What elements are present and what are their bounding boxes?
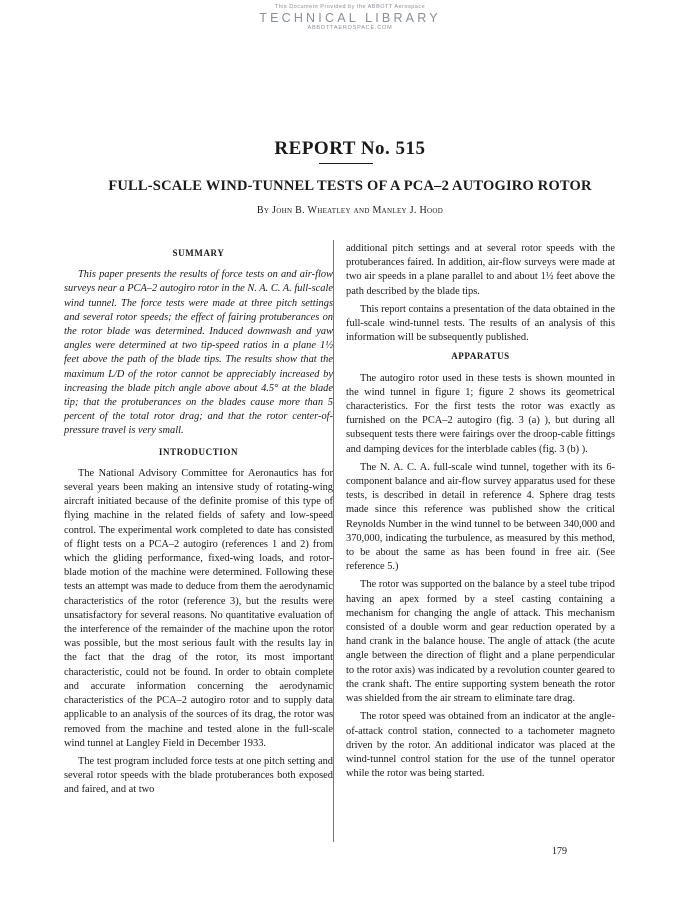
apparatus-paragraph-4: The rotor speed was obtained from an indicator at the angle-of-attack control station, connected to a tachometer magneto driven by the rotor. An additional indicator was placed at the wind-tunnel control station for the use of the tunnel operator while the rotor was being started. [346,711,615,780]
summary-text: This paper presents the results of force tests on and air-flow surveys near a PCA–2 autogiro rotor in the N. A. C. A. full-scale wind tunnel. The force tests were made at three pitch settings and several rotor speeds; the effect of fairing protuberances on the rotor blade was determined. Induced downwash and yaw angles were determined at two tip-speed ratios in a plane 1½ feet above the path of the blade tips. The results show that the maximum L/D of the rotor cannot be appreciably increased by increasing the blade pitch angle above about 4.5° at the blade tip; that the protuberances on the blades cause more than 5 percent of the total rotor drag; and that the rotor center-of-pressure travel is very small. [64,269,333,437]
watermark [0,4,700,32]
apparatus-heading: APPARATUS [451,351,510,362]
summary-heading: SUMMARY [172,248,225,258]
right-column [346,242,615,785]
column-divider [333,240,334,842]
introduction-continued: additional pitch settings and at several rotor speeds with the protuberances faired. In addition, air-flow surveys were made at two air speeds in a plane parallel to and about 1½ feet above the path described by the blade tips. [346,243,615,297]
report-number: REPORT No. 515 [274,138,426,159]
title-rule [319,163,373,164]
apparatus-paragraph-1: The autogiro rotor used in these tests is shown mounted in the wind tunnel in figure 1; figure 2 shows its geometrical characteristics. For the first tests the rotor was exactly as furnished on the PCA–2 autogiro (fig. 3 (a) ), but during all subsequent tests there were fairings over the droop-cable fittings and damping devices for the interblade cables (fig. 3 (b) ). [346,372,615,455]
introduction-paragraph-2: The test program included force tests at one pitch setting and several rotor speeds with the blade protuberances both exposed and faired, and at two [64,755,333,796]
watermark-title: TECHNICAL LIBRARY [259,11,441,25]
introduction-heading: INTRODUCTION [158,446,239,457]
page-number: 179 [552,846,567,857]
authors: By John B. Wheatley and Manley J. Hood [256,205,444,216]
left-column [64,242,333,802]
watermark-top-line: This Document Provided by the ABBOTT Aerospace [274,4,426,10]
report-contents-paragraph: This report contains a presentation of the data obtained in the full-scale wind-tunnel tests. The results of an analysis of this information will be subsequently published. [346,303,615,344]
watermark-url: ABBOTTAEROSPACE.COM [307,25,393,31]
apparatus-paragraph-3: The rotor was supported on the balance by a steel tube tripod having an apex formed by a steel casting containing a mechanism for changing the angle of attack. This mechanism consisted of a double worm and gear reduction operated by a hand crank in the balance house. The angle of attack (the acute angle between the direction of flight and a plane perpendicular to the rotor axis) was indicated by a revolution counter geared to the crank shaft. The entire supporting system beneath the rotor was shielded from the air stream to eliminate tare drag. [346,579,615,705]
apparatus-paragraph-2: The N. A. C. A. full-scale wind tunnel, together with its 6-component balance and air-flow survey apparatus used for these tests, is described in detail in reference 4. Sphere drag tests made since this reference was published show the critical Reynolds Number in the wind tunnel to be between 340,000 and 370,000, indicating the turbulence, as measured by this method, to be about the same as has been found in free air. (See reference 5.) [346,461,615,573]
paper-title: FULL-SCALE WIND-TUNNEL TESTS OF A PCA–2 AUTOGIRO ROTOR [108,178,592,194]
introduction-paragraph-1: The National Advisory Committee for Aeronautics has for several years been making an intensive study of rotating-wing aircraft initiated because of the definite promise of this type of flying machine in the related fields of safety and low-speed control. The experimental work completed to date has consisted of flight tests on a PCA–2 autogiro (references 1 and 2) from which the gliding performance, fixed-wing loads, and rotor-blade motion of the machine were determined. Following these tests an attempt was made to deduce from them the aerodynamic characteristics of the rotor (reference 3), but the results were unsatisfactory for several reasons. No quantitative evaluation of the interference of the remainder of the machine upon the rotor was possible, but the most serious fault with the results lay in the fact that the drag of the rotor, its most important characteristic, could not be found. In order to obtain complete and accurate information concerning the aerodynamic characteristics of the PCA–2 autogiro rotor and to supply data applicable to an analysis of the sources of its drag, the rotor was removed from the machine and tested alone in the full-scale wind tunnel at Langley Field in December 1933. [64,467,333,749]
